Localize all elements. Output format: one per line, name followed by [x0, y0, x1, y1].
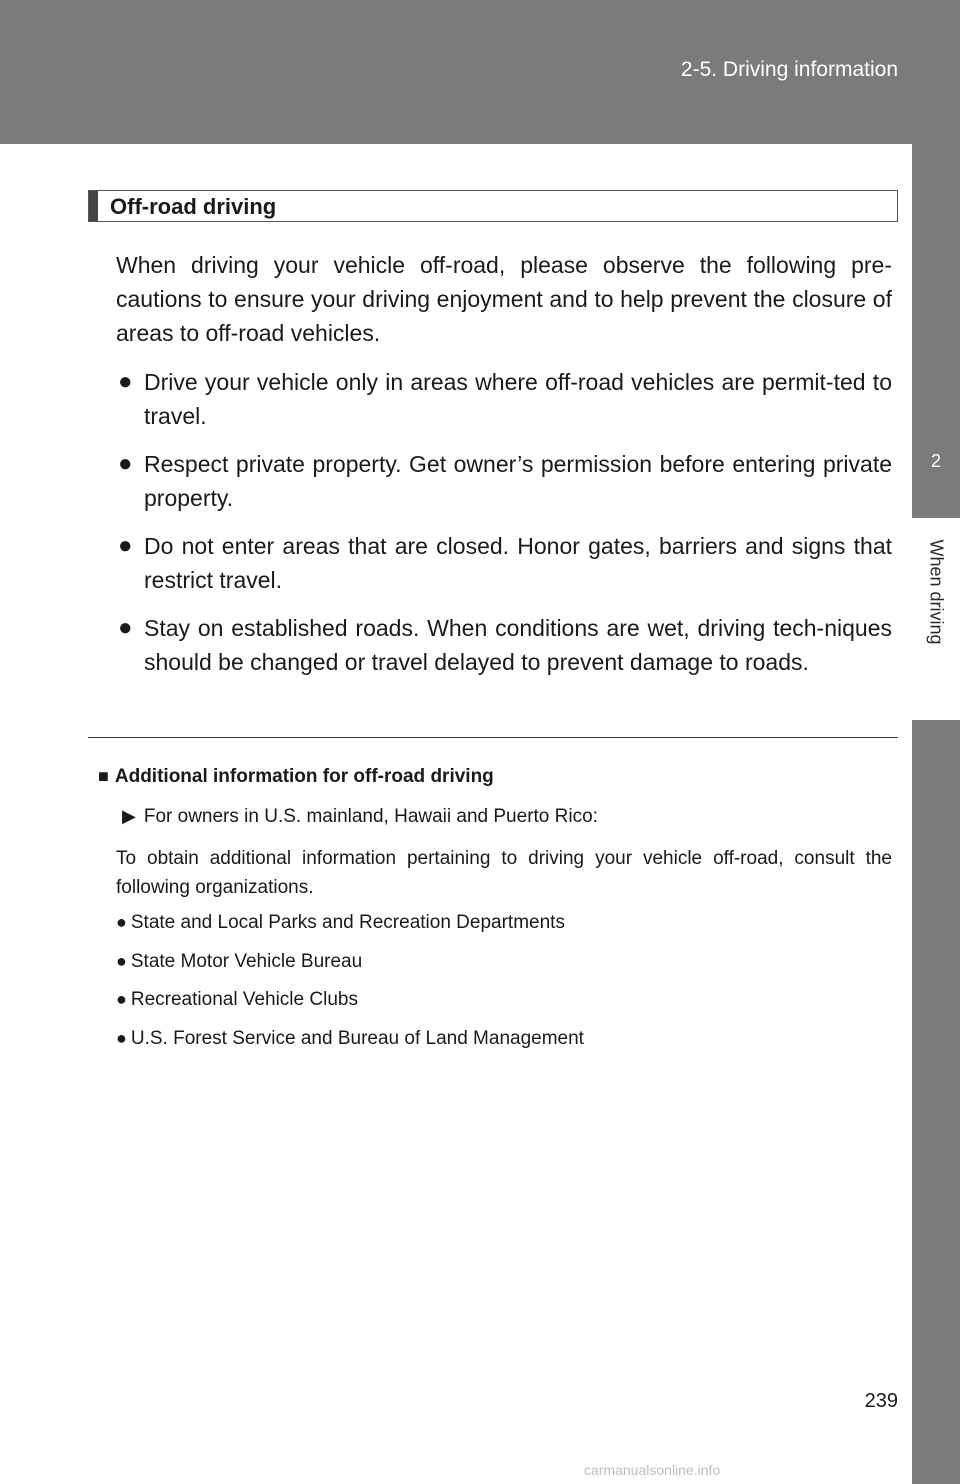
filled-circle-icon: ● [116, 1028, 127, 1048]
intro-paragraph: When driving your vehicle off-road, please observe the following pre-cautions to ensure your driving enjoyment and to help prevent the closure of areas to off-road vehicles. [116, 252, 892, 346]
filled-circle-icon: ● [116, 951, 127, 971]
list-item: ● Do not enter areas that are closed. Honor gates, barriers and signs that restrict travel. [116, 529, 892, 597]
note-heading: ■ Additional information for off-road driving [98, 766, 494, 787]
filled-circle-icon: ● [118, 614, 133, 641]
filled-circle-icon: ● [118, 532, 133, 559]
divider [88, 737, 898, 738]
list-item: ● U.S. Forest Service and Bureau of Land Management [116, 1028, 584, 1049]
watermark: carmanualsonline.info [584, 1462, 721, 1478]
filled-circle-icon: ● [116, 912, 127, 932]
list-item: ● Respect private property. Get owner’s permission before entering private property. [116, 447, 892, 515]
right-triangle-icon: ▶ [122, 806, 136, 826]
list-item: ● Drive your vehicle only in areas where off-road vehicles are permit-ted to travel. [116, 365, 892, 433]
filled-circle-icon: ● [116, 989, 127, 1009]
note-paragraph: To obtain additional information pertaining to driving your vehicle off-road, consult the following organizations. [116, 848, 892, 898]
filled-circle-icon: ● [118, 368, 133, 395]
list-item: ● State and Local Parks and Recreation Departments [116, 912, 565, 933]
list-item: ● Recreational Vehicle Clubs [116, 989, 358, 1010]
section-title-box [88, 190, 898, 222]
section-title: Off-road driving [110, 194, 277, 219]
page-number: 239 [864, 1390, 898, 1412]
side-tab-top [912, 144, 960, 414]
section-title-bar [89, 191, 98, 221]
list-item: ● State Motor Vehicle Bureau [116, 951, 363, 972]
section-breadcrumb: 2-5. Driving information [680, 58, 898, 81]
region-line: ▶ For owners in U.S. mainland, Hawaii and Puerto Rico: [122, 806, 598, 827]
filled-circle-icon: ● [118, 450, 133, 477]
list-item: ● Stay on established roads. When conditions are wet, driving tech-niques should be changed or travel delayed to prevent damage to roads. [116, 611, 892, 679]
filled-square-icon: ■ [98, 766, 109, 786]
chapter-number-tab: 2 [912, 412, 960, 520]
side-tab-bottom [912, 720, 960, 1484]
chapter-label: When driving [926, 539, 947, 645]
